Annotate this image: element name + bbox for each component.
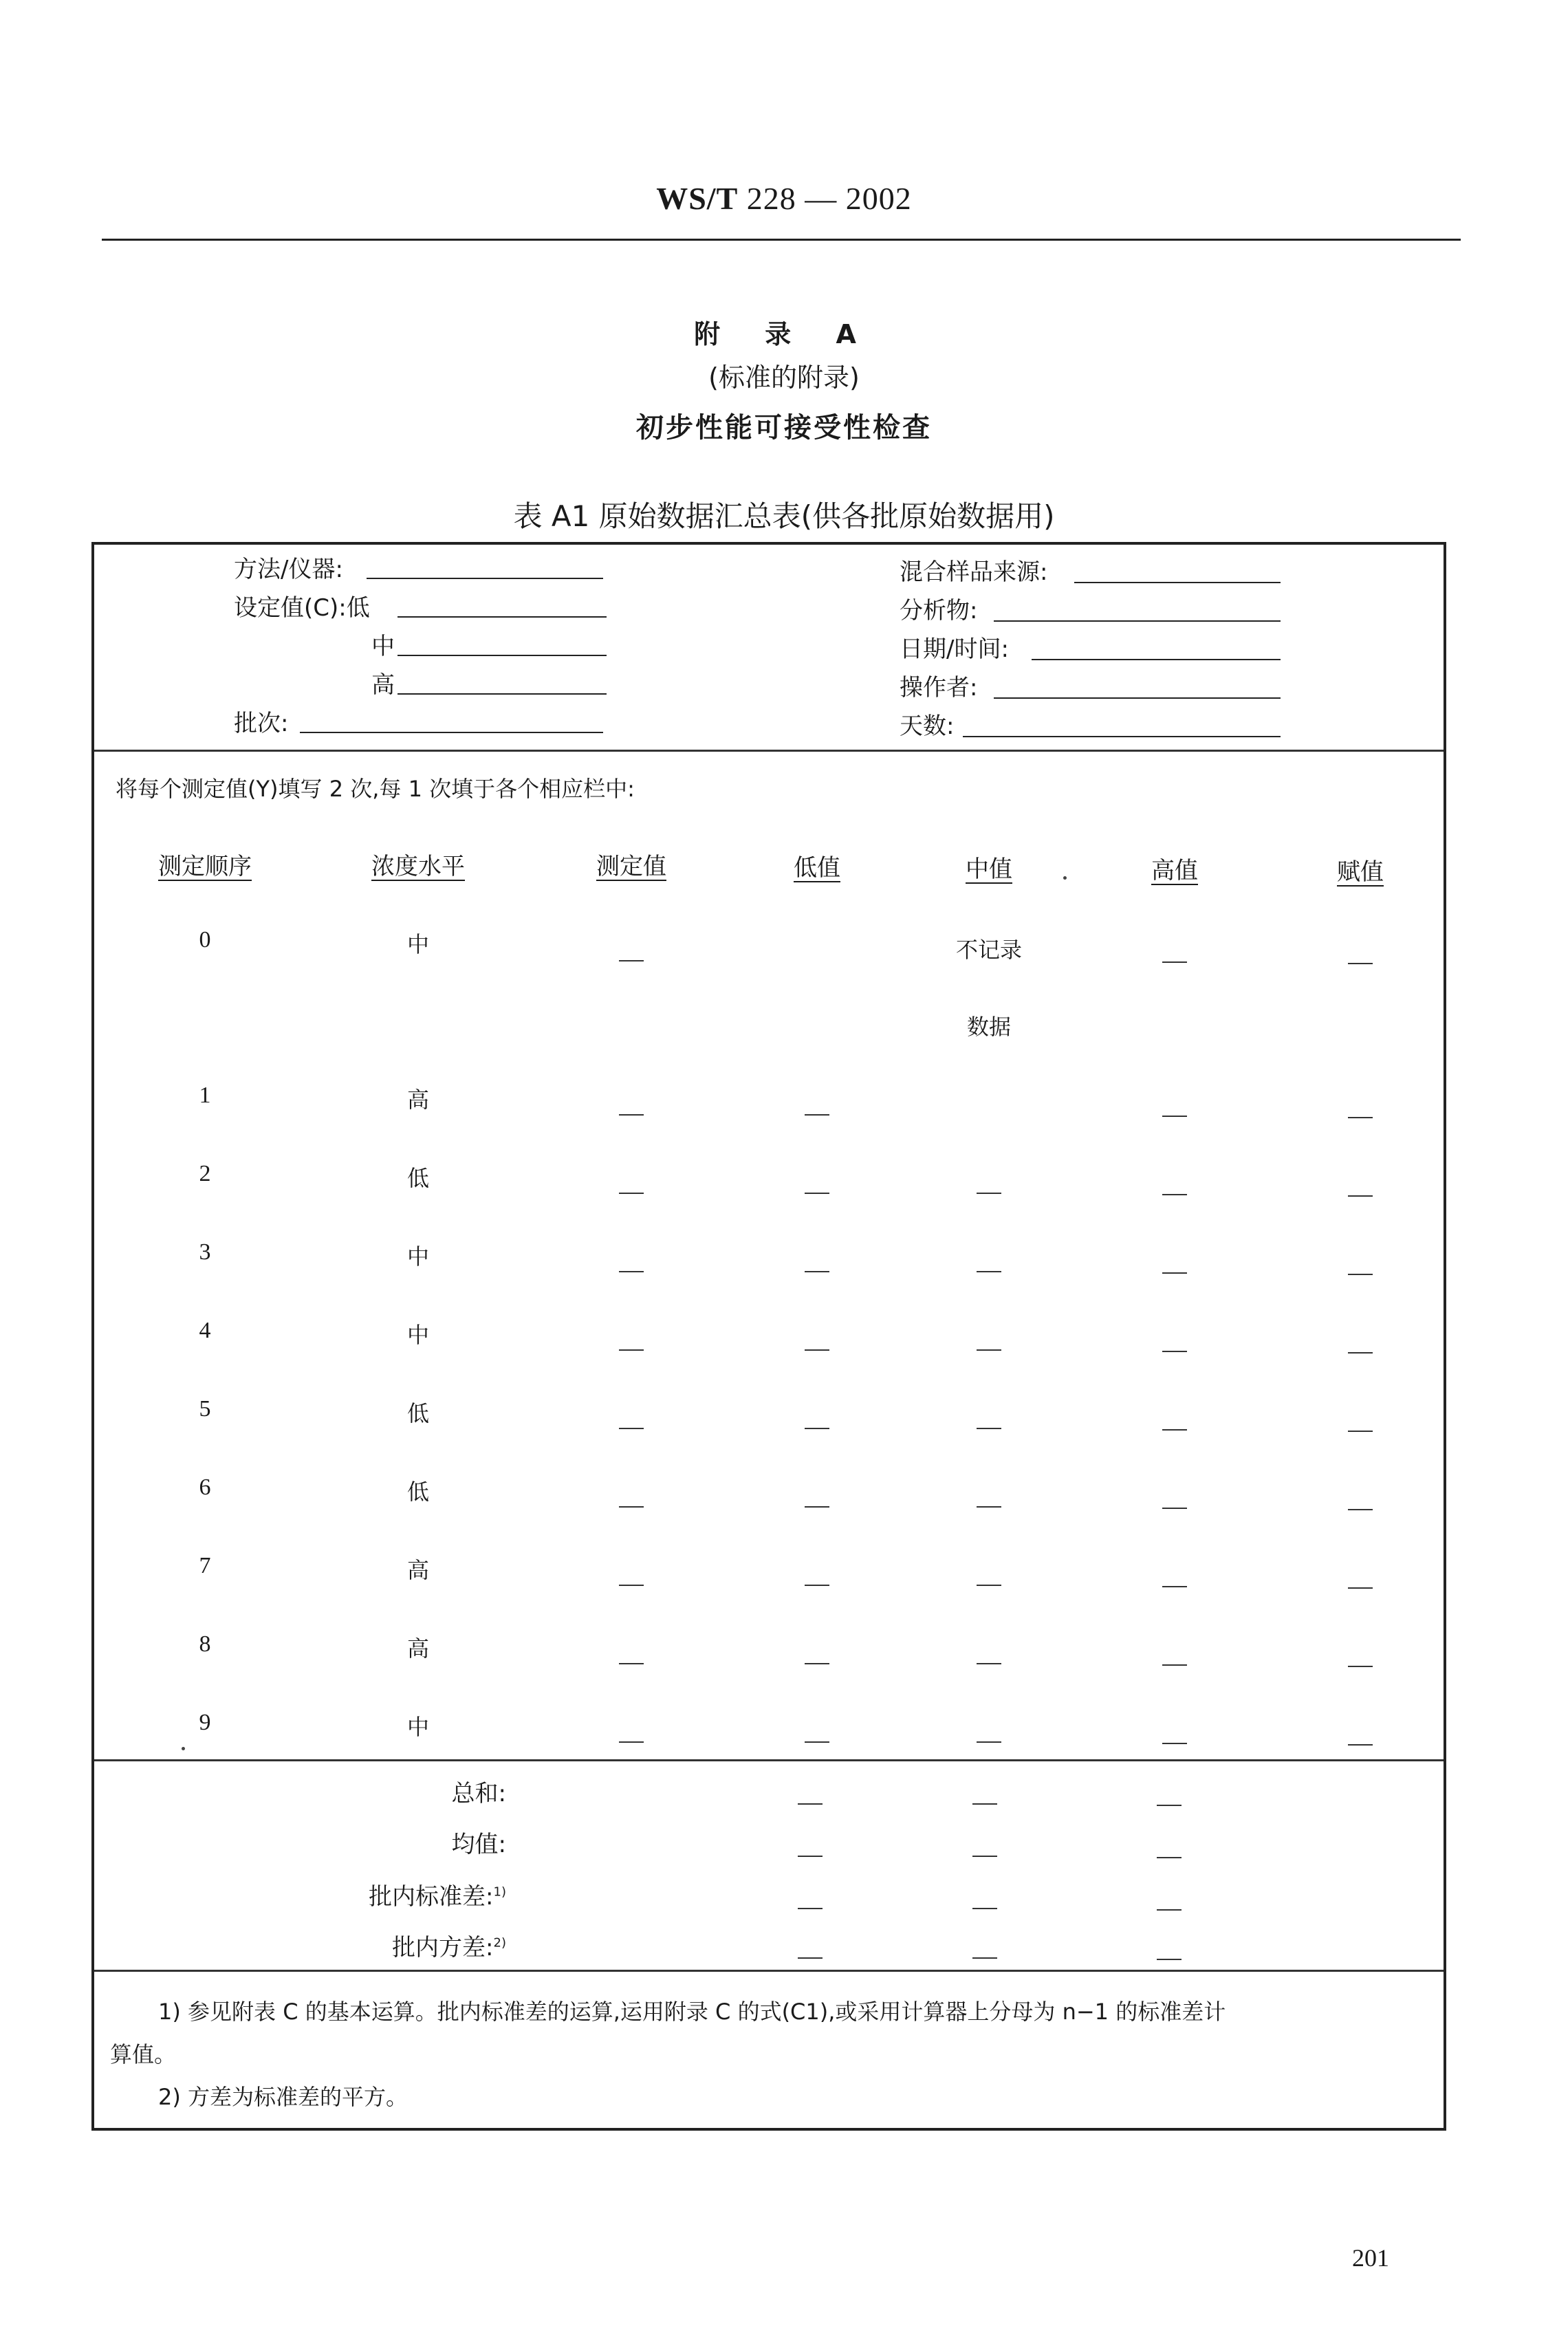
standard-code-number: 228 — 2002 xyxy=(746,181,912,216)
field-setpoint-high-line xyxy=(398,693,607,695)
blank-cell xyxy=(1348,1274,1373,1275)
blank-cell xyxy=(977,1349,1001,1351)
blank-cell xyxy=(798,1856,823,1857)
blank-cell xyxy=(1162,1743,1187,1744)
stray-dot xyxy=(1063,876,1067,880)
blank-cell xyxy=(1348,1587,1373,1589)
blank-cell xyxy=(1157,1909,1182,1911)
appendix-subtitle: (标准的附录) xyxy=(708,362,860,393)
blank-cell xyxy=(1162,1272,1187,1274)
row-order: 7 xyxy=(199,1553,211,1578)
blank-cell xyxy=(977,1428,1001,1429)
field-method-label: 方法/仪器: xyxy=(234,556,343,583)
blank-cell xyxy=(619,1349,644,1351)
blank-cell xyxy=(1348,1744,1373,1746)
col-header-level: 浓度水平 xyxy=(371,853,465,880)
blank-cell xyxy=(1162,1116,1187,1117)
blank-cell xyxy=(1348,1431,1373,1432)
field-method-line xyxy=(367,578,603,579)
row-order: 3 xyxy=(199,1239,211,1265)
appendix-heading: 初步性能可接受性检查 xyxy=(636,412,932,444)
stray-dot xyxy=(182,1747,185,1750)
blank-cell xyxy=(798,1908,823,1909)
blank-cell xyxy=(805,1114,829,1116)
blank-cell xyxy=(805,1663,829,1664)
divider-fields xyxy=(94,750,1444,752)
row-order: 9 xyxy=(199,1710,211,1735)
blank-cell xyxy=(1162,961,1187,963)
blank-cell xyxy=(972,1803,997,1805)
row-order: 1 xyxy=(199,1083,211,1108)
blank-cell xyxy=(1157,1857,1182,1858)
no-record-text-line2: 数据 xyxy=(966,1014,1012,1040)
row-level: 高 xyxy=(406,1557,430,1583)
row-level: 高 xyxy=(406,1635,430,1662)
blank-cell xyxy=(798,1803,823,1805)
blank-cell xyxy=(619,1114,644,1116)
standard-code xyxy=(0,180,1568,217)
summary-var-label xyxy=(392,1928,506,1962)
blank-cell xyxy=(1162,1429,1187,1431)
blank-cell xyxy=(805,1506,829,1508)
summary-var-text: 批内方差: xyxy=(392,1934,494,1961)
col-header-low: 低值 xyxy=(794,854,840,882)
blank-cell xyxy=(619,1585,644,1586)
row-order: 5 xyxy=(199,1396,211,1422)
blank-cell xyxy=(1348,1352,1373,1354)
blank-cell xyxy=(1348,1509,1373,1510)
header-rule xyxy=(102,239,1461,241)
blank-cell xyxy=(1348,1117,1373,1118)
footnote-ref-1: 1) xyxy=(493,1884,506,1900)
blank-cell xyxy=(1157,1959,1182,1960)
blank-cell xyxy=(1348,963,1373,964)
row-order: 2 xyxy=(199,1161,211,1186)
field-setpoint-label: 设定值(C):低 xyxy=(234,594,370,622)
col-header-assigned: 赋值 xyxy=(1337,858,1384,886)
row-level: 低 xyxy=(406,1479,430,1505)
summary-sd-text: 批内标准差: xyxy=(369,1883,494,1911)
summary-mean-label: 均值: xyxy=(451,1831,506,1858)
field-setpoint-high-label: 高 xyxy=(371,671,395,699)
blank-cell xyxy=(619,1663,644,1664)
row-order: 0 xyxy=(199,927,211,953)
field-source-line xyxy=(1074,582,1281,583)
footnote-1-line2: 算值。 xyxy=(110,2041,177,2067)
field-datetime-label: 日期/时间: xyxy=(900,635,1009,663)
summary-sd-label xyxy=(369,1878,506,1911)
col-header-high: 高值 xyxy=(1151,857,1198,884)
blank-cell xyxy=(972,1856,997,1857)
page-number: 201 xyxy=(1352,2244,1389,2272)
row-level: 中 xyxy=(406,931,430,957)
row-order: 4 xyxy=(199,1318,211,1343)
blank-cell xyxy=(805,1428,829,1429)
field-source-label: 混合样品来源: xyxy=(900,558,1048,586)
blank-cell xyxy=(977,1663,1001,1664)
blank-cell xyxy=(805,1271,829,1272)
blank-cell xyxy=(619,1193,644,1194)
instruction-text: 将每个测定值(Y)填写 2 次,每 1 次填于各个相应栏中: xyxy=(116,776,635,802)
blank-cell xyxy=(805,1349,829,1351)
blank-cell xyxy=(619,1428,644,1429)
table-caption: 表 A1 原始数据汇总表(供各批原始数据用) xyxy=(513,499,1055,533)
blank-cell xyxy=(972,1908,997,1909)
blank-cell xyxy=(619,1506,644,1508)
blank-cell xyxy=(972,1957,997,1959)
blank-cell xyxy=(1348,1666,1373,1667)
field-setpoint-low-line xyxy=(398,616,607,618)
row-order: 6 xyxy=(199,1475,211,1500)
divider-rows xyxy=(94,1759,1444,1761)
row-level: 中 xyxy=(406,1322,430,1348)
row-level: 中 xyxy=(406,1714,430,1740)
blank-cell xyxy=(619,1271,644,1272)
blank-cell xyxy=(1162,1508,1187,1509)
field-days-label: 天数: xyxy=(900,713,955,740)
blank-cell xyxy=(977,1193,1001,1194)
row-level: 低 xyxy=(406,1400,430,1426)
field-operator-line xyxy=(994,697,1281,699)
blank-cell xyxy=(1348,1195,1373,1197)
col-header-mid: 中值 xyxy=(966,856,1012,883)
blank-cell xyxy=(805,1741,829,1743)
blank-cell xyxy=(1162,1194,1187,1195)
appendix-title: 附 录 A xyxy=(694,319,874,349)
row-order: 8 xyxy=(199,1631,211,1657)
footnote-1-line1: 1) 参见附表 C 的基本运算。批内标准差的运算,运用附录 C 的式(C1),或采用计算器上分母为 n−1 的标准差计 xyxy=(158,1999,1226,2025)
field-datetime-line xyxy=(1032,659,1281,660)
field-analyte-line xyxy=(994,620,1281,622)
field-setpoint-mid-line xyxy=(398,655,607,656)
blank-cell xyxy=(977,1506,1001,1508)
blank-cell xyxy=(1162,1351,1187,1352)
blank-cell xyxy=(798,1957,823,1959)
blank-cell xyxy=(1162,1586,1187,1587)
col-header-order: 测定顺序 xyxy=(158,853,252,880)
blank-cell xyxy=(977,1271,1001,1272)
blank-cell xyxy=(805,1585,829,1586)
summary-sum-label: 总和: xyxy=(451,1780,506,1807)
blank-cell xyxy=(805,1193,829,1194)
standard-code-prefix: WS/T xyxy=(656,181,739,216)
field-batch-label: 批次: xyxy=(234,710,289,737)
footnote-2: 2) 方差为标准差的平方。 xyxy=(158,2084,409,2110)
blank-cell xyxy=(977,1585,1001,1586)
field-analyte-label: 分析物: xyxy=(900,597,978,624)
field-operator-label: 操作者: xyxy=(900,674,978,702)
divider-summary xyxy=(94,1970,1444,1972)
blank-cell xyxy=(619,1741,644,1743)
field-batch-line xyxy=(300,732,603,733)
row-level: 中 xyxy=(406,1243,430,1270)
blank-cell xyxy=(977,1741,1001,1743)
blank-cell xyxy=(619,960,644,961)
blank-cell xyxy=(1162,1664,1187,1666)
col-header-measured: 测定值 xyxy=(596,853,666,880)
row-level: 高 xyxy=(406,1087,430,1113)
row-level: 低 xyxy=(406,1165,430,1191)
no-record-text-line1: 不记录 xyxy=(955,937,1023,963)
field-setpoint-mid-label: 中 xyxy=(371,633,395,660)
field-days-line xyxy=(963,736,1281,737)
footnote-ref-2: 2) xyxy=(493,1935,506,1950)
blank-cell xyxy=(1157,1805,1182,1806)
